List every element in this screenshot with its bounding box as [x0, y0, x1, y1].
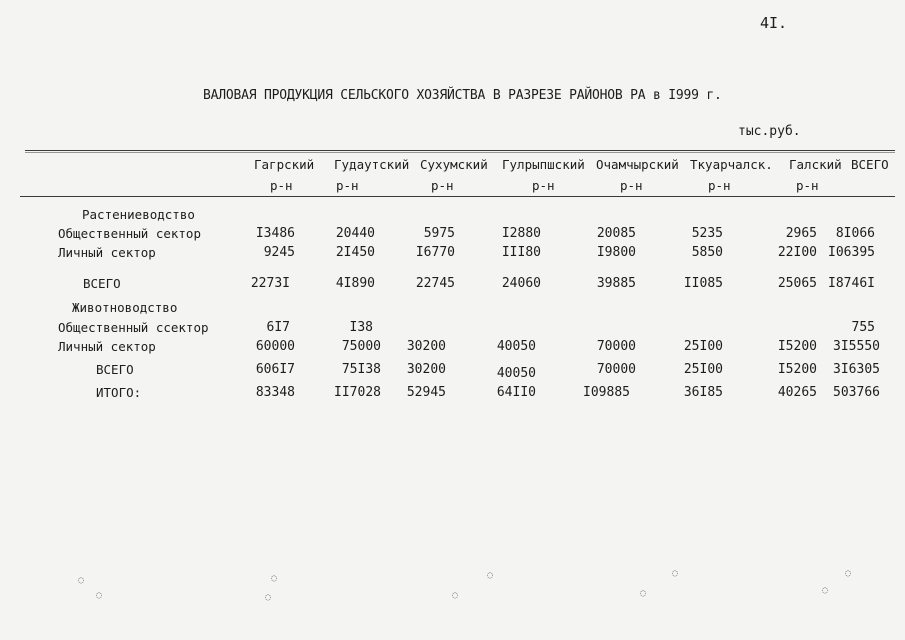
table-cell: I5200: [777, 362, 817, 377]
table-cell: 25I00: [683, 362, 723, 377]
table-cell: 40050: [496, 366, 536, 381]
table-cell: II7028: [334, 385, 381, 400]
table-cell: 755: [851, 320, 875, 335]
column-header-gagra: Гагрский: [254, 157, 315, 172]
row-label-subtotal: ВСЕГО: [96, 362, 134, 377]
table-cell: I5200: [777, 339, 817, 354]
table-cell: 6I7: [266, 320, 290, 335]
column-subheader-ochamchira: р-н: [620, 178, 643, 193]
table-cell: 25I00: [683, 339, 723, 354]
page-number: 4I.: [760, 14, 788, 32]
table-cell: 30200: [406, 339, 446, 354]
table-cell: 606I7: [255, 362, 295, 377]
table-cell: I9800: [596, 245, 636, 260]
table-cell: 3I6305: [833, 362, 880, 377]
table-cell: 60000: [255, 339, 295, 354]
column-header-gulripsh: Гулрыпшский: [502, 157, 585, 172]
table-cell: 20085: [596, 226, 636, 241]
scan-mark-icon: ◌: [845, 568, 852, 579]
table-cell: 52945: [406, 385, 446, 400]
table-cell: 75I38: [341, 362, 381, 377]
table-cell: 503766: [833, 385, 880, 400]
column-header-tkuarchal: Ткуарчалск.: [690, 157, 773, 172]
header-top-rule-double: [25, 152, 895, 153]
table-cell: I3486: [255, 226, 295, 241]
unit-label: тыс.руб.: [738, 124, 801, 139]
row-label-subtotal: ВСЕГО: [83, 276, 121, 291]
column-subheader-tkuarchal: р-н: [708, 178, 731, 193]
column-subheader-gudauta: р-н: [336, 178, 359, 193]
table-cell: 3I5550: [833, 339, 880, 354]
table-cell: 40265: [777, 385, 817, 400]
row-label: Личный сектор: [58, 339, 156, 354]
scan-mark-icon: ◌: [78, 575, 85, 586]
table-cell: 5235: [691, 226, 723, 241]
table-cell: 39885: [596, 276, 636, 291]
row-label: Общественный сектор: [58, 226, 201, 241]
column-subheader-gagra: р-н: [270, 178, 293, 193]
scan-mark-icon: ◌: [265, 592, 272, 603]
table-cell: 4I890: [335, 276, 375, 291]
table-cell: 5850: [691, 245, 723, 260]
table-cell: 75000: [341, 339, 381, 354]
row-label-grand-total: ИТОГО:: [96, 385, 142, 400]
scan-mark-icon: ◌: [452, 590, 459, 601]
table-cell: 64II0: [496, 385, 536, 400]
scan-mark-icon: ◌: [822, 585, 829, 596]
scan-mark-icon: ◌: [271, 573, 278, 584]
table-cell: 20440: [335, 226, 375, 241]
column-header-gudauta: Гудаутский: [334, 157, 410, 172]
table-cell: 24060: [501, 276, 541, 291]
table-cell: 70000: [596, 339, 636, 354]
table-cell: 2273I: [250, 276, 290, 291]
row-label: Личный сектор: [58, 245, 156, 260]
table-cell: 70000: [596, 362, 636, 377]
column-subheader-gulripsh: р-н: [532, 178, 555, 193]
table-cell: 83348: [255, 385, 295, 400]
table-cell: I8746I: [828, 276, 875, 291]
table-cell: 25065: [777, 276, 817, 291]
table-cell: I09885: [583, 385, 630, 400]
table-cell: 9245: [263, 245, 295, 260]
column-header-sukhum: Сухумский: [420, 157, 488, 172]
row-label-crops: Растениеводство: [82, 207, 195, 222]
row-label: Общественный ссектор: [58, 320, 209, 335]
table-cell: 22I00: [777, 245, 817, 260]
row-label-livestock: Животноводство: [72, 300, 178, 315]
table-cell: II085: [683, 276, 723, 291]
table-cell: 2965: [785, 226, 817, 241]
table-cell: 22745: [415, 276, 455, 291]
column-header-gali: Галский: [789, 157, 842, 172]
scan-mark-icon: ◌: [96, 590, 103, 601]
column-header-total: ВСЕГО: [851, 157, 889, 172]
scan-mark-icon: ◌: [640, 588, 647, 599]
table-cell: 5975: [423, 226, 455, 241]
column-subheader-sukhum: р-н: [431, 178, 454, 193]
column-subheader-gali: р-н: [796, 178, 819, 193]
table-cell: III80: [501, 245, 541, 260]
table-cell: I38: [349, 320, 373, 335]
document-title: ВАЛОВАЯ ПРОДУКЦИЯ СЕЛЬСКОГО ХОЗЯЙСТВА В РАЗРЕЗЕ РАЙОНОВ РА в I999 г.: [203, 88, 722, 103]
header-top-rule: [25, 150, 895, 151]
table-cell: 36I85: [683, 385, 723, 400]
table-cell: I2880: [501, 226, 541, 241]
table-cell: 40050: [496, 339, 536, 354]
table-cell: I06395: [828, 245, 875, 260]
header-bottom-rule: [20, 196, 895, 197]
table-cell: 8I066: [835, 226, 875, 241]
scan-mark-icon: ◌: [672, 568, 679, 579]
table-cell: 30200: [406, 362, 446, 377]
scan-mark-icon: ◌: [487, 570, 494, 581]
column-header-ochamchira: Очамчырский: [596, 157, 679, 172]
table-cell: 2I450: [335, 245, 375, 260]
table-cell: I6770: [415, 245, 455, 260]
